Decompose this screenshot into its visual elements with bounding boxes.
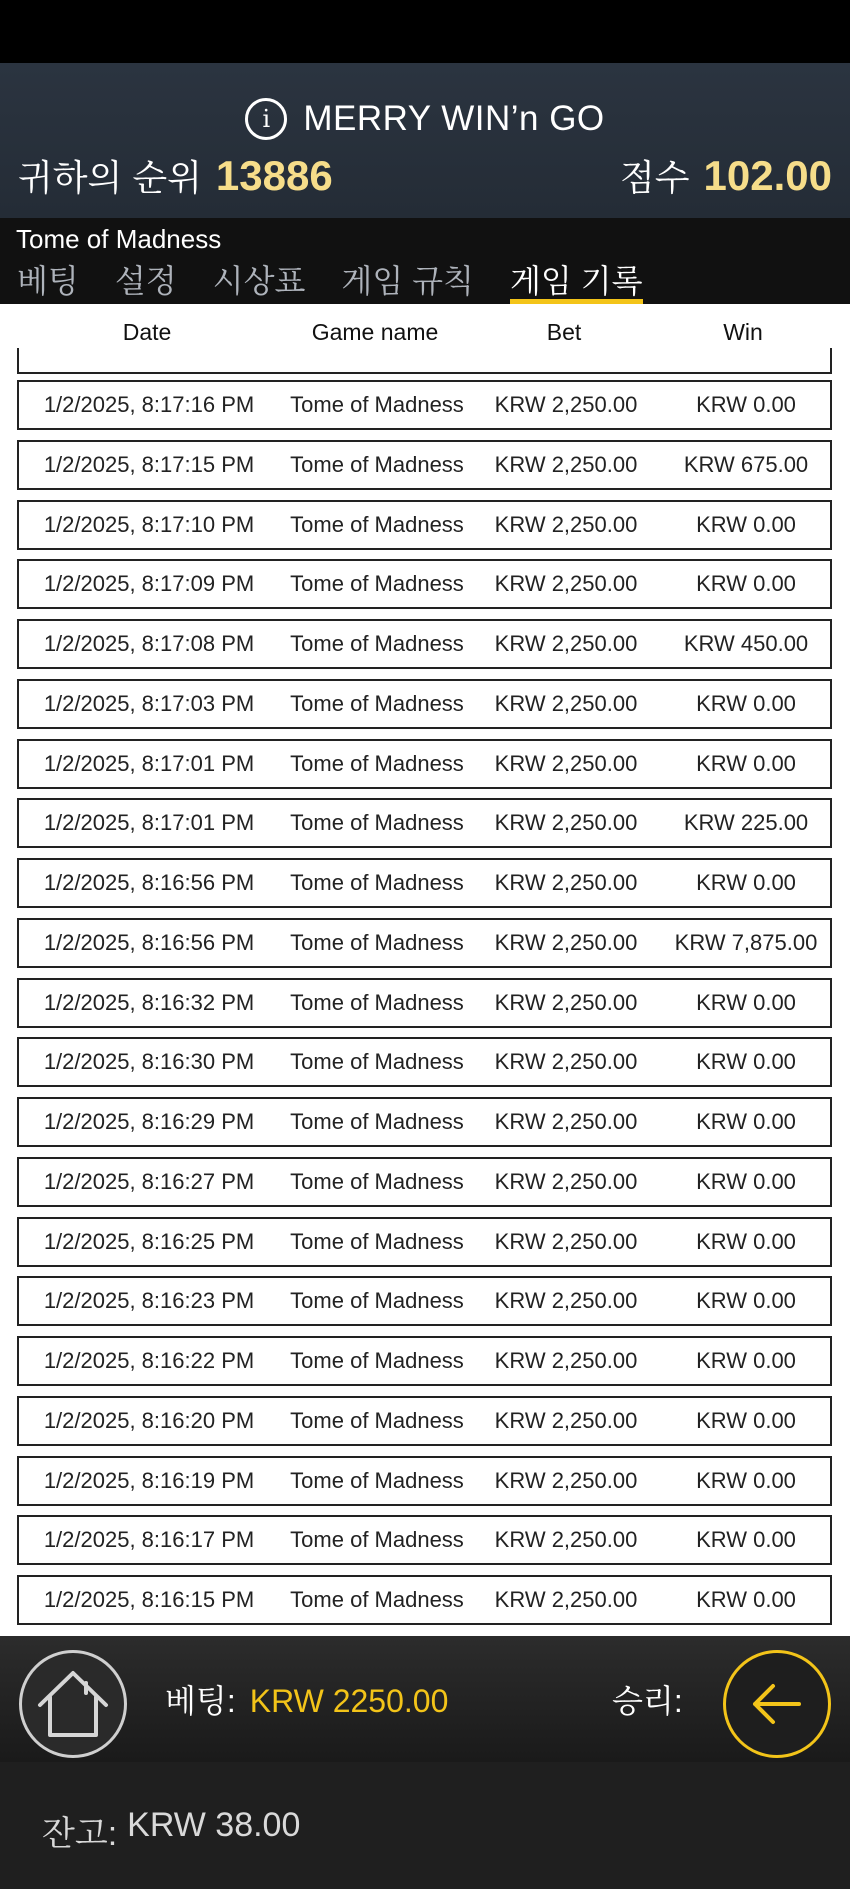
cell-bet: KRW 2,250.00 (494, 1228, 638, 1254)
game-title: Tome of Madness (0, 218, 850, 260)
cell-game-name: Tome of Madness (290, 1587, 464, 1612)
table-row[interactable] (17, 1336, 832, 1386)
cell-game-name: Tome of Madness (290, 1168, 464, 1194)
cell-date: 1/2/2025, 8:16:23 PM (43, 1288, 255, 1314)
cell-game-name: Tome of Madness (290, 810, 464, 836)
table-row[interactable] (17, 1217, 832, 1267)
cell-game-name: Tome of Madness (290, 1348, 464, 1373)
cell-win: KRW 225.00 (683, 810, 809, 836)
table-row[interactable] (17, 679, 832, 729)
cell-date: 1/2/2025, 8:16:17 PM (43, 1527, 255, 1553)
tab-1[interactable]: 설정 (114, 263, 177, 299)
rank-value: 13886 (215, 151, 333, 199)
balance (42, 1806, 300, 1855)
arrow-left-icon (747, 1682, 807, 1726)
home-button[interactable] (19, 1650, 127, 1758)
cell-win: KRW 0.00 (696, 750, 796, 776)
tab-2[interactable]: 시상표 (212, 263, 306, 299)
table-row[interactable] (17, 1037, 832, 1087)
cell-date: 1/2/2025, 8:16:56 PM (43, 929, 255, 955)
table-row[interactable] (17, 619, 832, 669)
score-stat (620, 150, 832, 201)
game-history-panel[interactable] (0, 304, 850, 1636)
cell-date: 1/2/2025, 8:16:15 PM (43, 1587, 255, 1612)
column-header-game-name: Game name (311, 318, 439, 345)
cell-win: KRW 7,875.00 (674, 929, 818, 955)
cell-bet: KRW 2,250.00 (494, 989, 638, 1015)
cell-date: 1/2/2025, 8:17:01 PM (43, 810, 255, 836)
cell-win: KRW 0.00 (696, 1168, 796, 1194)
table-row[interactable] (17, 500, 832, 550)
cell-bet: KRW 2,250.00 (494, 929, 638, 955)
tab-3[interactable]: 게임 규칙 (341, 263, 474, 299)
cell-date: 1/2/2025, 8:16:32 PM (43, 989, 255, 1015)
cell-bet: KRW 2,250.00 (494, 1168, 638, 1194)
cell-win: KRW 0.00 (696, 1109, 796, 1134)
status-bar (0, 0, 850, 63)
cell-bet: KRW 2,250.00 (494, 870, 638, 895)
cell-win: KRW 0.00 (696, 690, 796, 716)
promo-title: MERRY WIN’n GO (303, 99, 605, 138)
back-button[interactable] (723, 1650, 831, 1758)
cell-game-name: Tome of Madness (290, 571, 464, 597)
table-row[interactable] (17, 978, 832, 1028)
cell-date: 1/2/2025, 8:17:03 PM (43, 690, 255, 716)
cell-game-name: Tome of Madness (290, 1049, 464, 1075)
bottom-bar (0, 1636, 850, 1762)
table-row[interactable] (17, 1276, 832, 1326)
table-row[interactable] (17, 918, 832, 968)
cell-win: KRW 0.00 (696, 1407, 796, 1433)
balance-label: 잔고: (42, 1815, 118, 1853)
cell-win: KRW 0.00 (696, 1288, 796, 1314)
score-label: 점수 (619, 156, 690, 198)
info-icon[interactable]: i (245, 98, 287, 140)
cell-win: KRW 0.00 (696, 1049, 796, 1075)
cell-win: KRW 0.00 (696, 1527, 796, 1553)
cell-game-name: Tome of Madness (290, 392, 464, 417)
cell-game-name: Tome of Madness (290, 929, 464, 955)
column-header-bet: Bet (546, 318, 582, 345)
cell-date: 1/2/2025, 8:16:27 PM (43, 1168, 255, 1194)
history-list (17, 380, 832, 1635)
table-row[interactable] (17, 1396, 832, 1446)
cell-game-name: Tome of Madness (290, 870, 464, 895)
cell-bet: KRW 2,250.00 (494, 1109, 638, 1134)
cell-bet: KRW 2,250.00 (494, 690, 638, 716)
cell-game-name: Tome of Madness (290, 1467, 464, 1493)
cell-date: 1/2/2025, 8:16:25 PM (43, 1228, 255, 1254)
cell-date: 1/2/2025, 8:16:30 PM (43, 1049, 255, 1075)
cell-game-name: Tome of Madness (290, 750, 464, 776)
table-row[interactable] (17, 798, 832, 848)
table-row[interactable] (17, 858, 832, 908)
cell-game-name: Tome of Madness (290, 1288, 464, 1314)
cell-date: 1/2/2025, 8:16:56 PM (43, 870, 255, 895)
balance-bar (0, 1762, 850, 1889)
cell-win: KRW 0.00 (696, 571, 796, 597)
table-row[interactable] (17, 1575, 832, 1625)
cell-game-name: Tome of Madness (290, 1109, 464, 1134)
cell-win: KRW 675.00 (683, 451, 809, 477)
balance-value: KRW 38.00 (127, 1806, 301, 1844)
cell-date: 1/2/2025, 8:16:29 PM (43, 1109, 255, 1134)
table-row[interactable] (17, 440, 832, 490)
rank-stat (18, 150, 333, 201)
bet-label: 베팅: (165, 1683, 236, 1719)
cell-bet: KRW 2,250.00 (494, 451, 638, 477)
table-row[interactable] (17, 1515, 832, 1565)
cell-date: 1/2/2025, 8:16:20 PM (43, 1407, 255, 1433)
tab-0[interactable]: 베팅 (17, 263, 79, 299)
cell-game-name: Tome of Madness (290, 1228, 464, 1254)
column-header-date: Date (122, 318, 172, 345)
cell-bet: KRW 2,250.00 (494, 631, 638, 656)
cell-bet: KRW 2,250.00 (494, 1587, 638, 1612)
cell-bet: KRW 2,250.00 (494, 750, 638, 776)
table-row[interactable] (17, 1097, 832, 1147)
cell-win: KRW 0.00 (696, 511, 796, 537)
cell-date: 1/2/2025, 8:16:22 PM (43, 1348, 255, 1373)
table-row[interactable] (17, 380, 832, 430)
cell-date: 1/2/2025, 8:17:10 PM (43, 511, 255, 537)
cell-date: 1/2/2025, 8:17:08 PM (43, 631, 255, 656)
rank-score-row (18, 145, 832, 205)
cell-date: 1/2/2025, 8:17:16 PM (43, 392, 255, 417)
cell-win: KRW 450.00 (683, 631, 809, 656)
table-row[interactable] (17, 739, 832, 789)
promo-header (0, 63, 850, 218)
cell-bet: KRW 2,250.00 (494, 1288, 638, 1314)
cell-win: KRW 0.00 (696, 989, 796, 1015)
cell-game-name: Tome of Madness (290, 690, 464, 716)
cell-bet: KRW 2,250.00 (494, 511, 638, 537)
cell-date: 1/2/2025, 8:17:09 PM (43, 571, 255, 597)
cell-bet: KRW 2,250.00 (494, 392, 638, 417)
cell-win: KRW 0.00 (696, 1587, 796, 1612)
score-value: 102.00 (703, 151, 832, 199)
cell-date: 1/2/2025, 8:17:15 PM (43, 451, 255, 477)
cell-win: KRW 0.00 (696, 1228, 796, 1254)
cell-game-name: Tome of Madness (290, 631, 464, 656)
cell-date: 1/2/2025, 8:17:01 PM (43, 750, 255, 776)
rank-label: 귀하의 순위 (18, 156, 202, 198)
cell-bet: KRW 2,250.00 (494, 571, 638, 597)
cell-win: KRW 0.00 (696, 1348, 796, 1373)
cell-bet: KRW 2,250.00 (494, 1348, 638, 1373)
cell-win: KRW 0.00 (696, 870, 796, 895)
cell-bet: KRW 2,250.00 (494, 1049, 638, 1075)
home-icon (34, 1667, 112, 1741)
tab-bar (0, 260, 850, 304)
cell-game-name: Tome of Madness (290, 1407, 464, 1433)
column-header-win: Win (723, 318, 763, 345)
table-row-partial (17, 348, 832, 374)
cell-bet: KRW 2,250.00 (494, 1467, 638, 1493)
cell-game-name: Tome of Madness (290, 511, 464, 537)
cell-game-name: Tome of Madness (290, 451, 464, 477)
cell-win: KRW 0.00 (696, 1467, 796, 1493)
promo-row[interactable] (0, 91, 850, 147)
table-row[interactable] (17, 1157, 832, 1207)
cell-bet: KRW 2,250.00 (494, 1407, 638, 1433)
bet-value: KRW 2250.00 (249, 1683, 449, 1719)
cell-game-name: Tome of Madness (290, 989, 464, 1015)
table-row[interactable] (17, 559, 832, 609)
cell-game-name: Tome of Madness (290, 1527, 464, 1553)
win-label: 승리: (612, 1683, 683, 1719)
cell-win: KRW 0.00 (696, 392, 796, 417)
tab-4[interactable]: 게임 기록 (510, 256, 643, 304)
cell-date: 1/2/2025, 8:16:19 PM (43, 1467, 255, 1493)
bet-info (165, 1676, 448, 1722)
table-row[interactable] (17, 1456, 832, 1506)
cell-bet: KRW 2,250.00 (494, 810, 638, 836)
cell-bet: KRW 2,250.00 (494, 1527, 638, 1553)
